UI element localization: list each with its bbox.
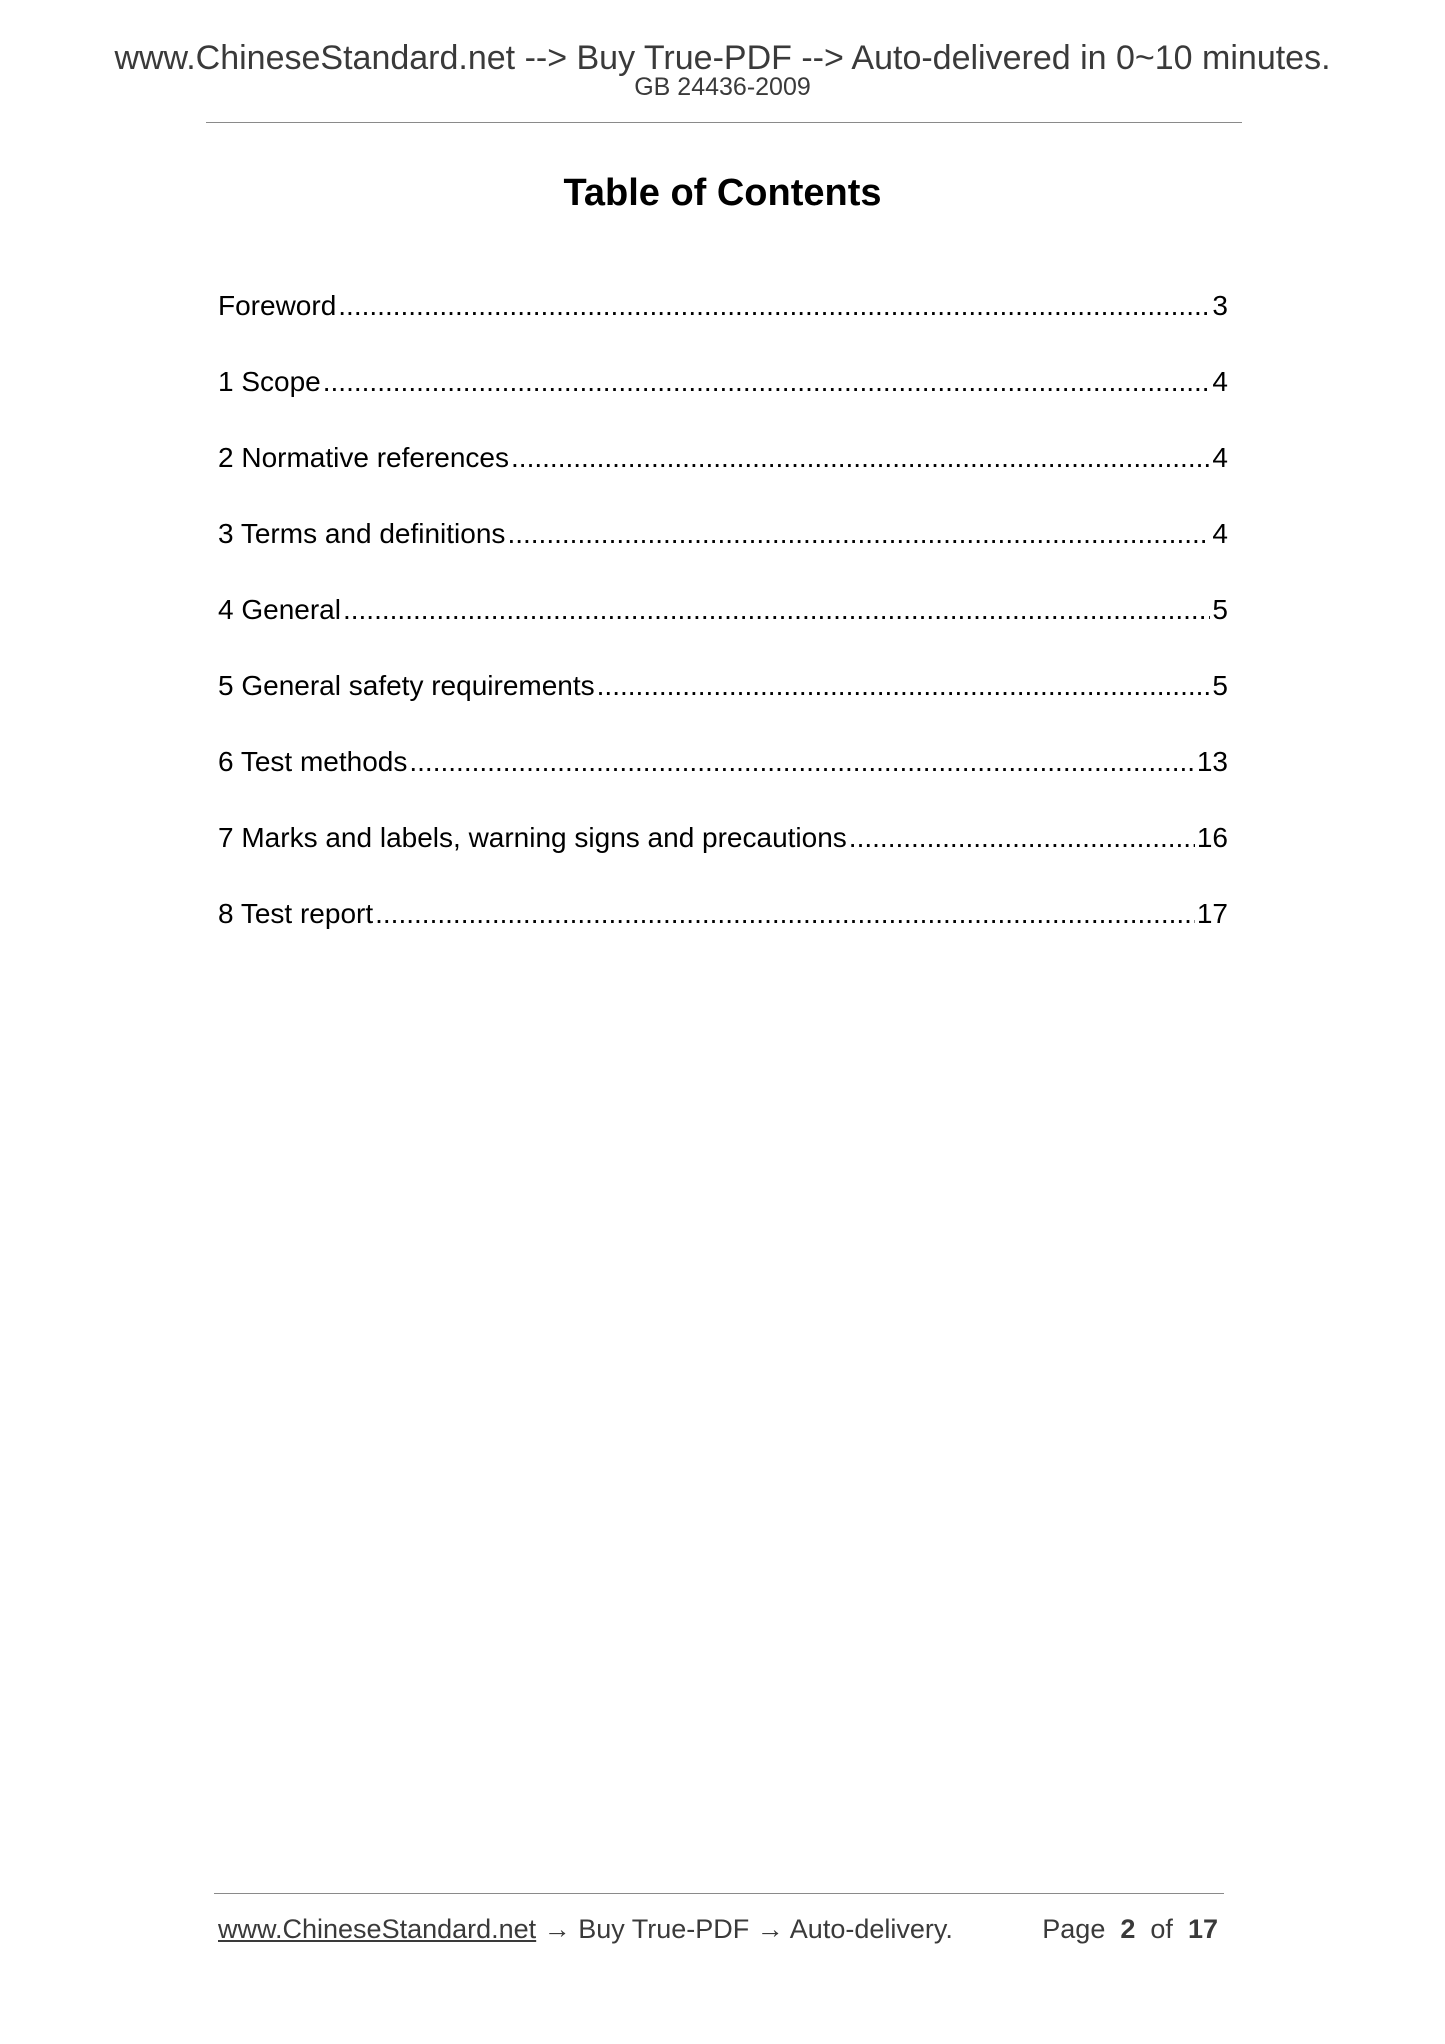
toc-entry-page: 3 xyxy=(1212,290,1228,321)
toc-entry-page: 5 xyxy=(1212,594,1228,625)
header-divider xyxy=(206,122,1242,123)
toc-dot-leader xyxy=(323,364,1211,400)
page-label: Page xyxy=(1042,1914,1106,1944)
toc-entry-page: 5 xyxy=(1212,670,1228,701)
toc-dot-leader xyxy=(511,440,1210,476)
header-banner: www.ChineseStandard.net --> Buy True-PDF --> Auto-delivered in 0~10 minutes. xyxy=(114,39,1331,77)
footer-delivery-text: Auto-delivery. xyxy=(789,1914,953,1944)
page-indicator xyxy=(1042,1912,1218,1946)
toc-entry-page: 4 xyxy=(1212,518,1228,549)
toc-entry-marks-and-labels[interactable] xyxy=(218,820,1228,896)
toc-list xyxy=(218,288,1228,972)
toc-entry-page: 16 xyxy=(1196,822,1228,853)
toc-entry-test-methods[interactable] xyxy=(218,744,1228,820)
toc-entry-terms-and-definitions[interactable] xyxy=(218,516,1228,592)
toc-dot-leader xyxy=(375,896,1195,932)
page-total: 17 xyxy=(1187,1914,1218,1944)
toc-entry-label: 1 Scope xyxy=(218,366,321,397)
toc-dot-leader xyxy=(597,668,1211,704)
toc-dot-leader xyxy=(343,592,1210,628)
toc-entry-foreword[interactable] xyxy=(218,288,1228,364)
document-code: GB 24436-2009 xyxy=(634,73,811,101)
toc-entry-page: 4 xyxy=(1212,366,1228,397)
footer-site-link[interactable]: www.ChineseStandard.net xyxy=(218,1914,537,1944)
arrow-right-icon: → xyxy=(543,1914,571,1944)
page-current: 2 xyxy=(1120,1914,1136,1944)
toc-entry-page: 17 xyxy=(1196,898,1228,929)
toc-entry-label: 2 Normative references xyxy=(218,442,510,473)
toc-entry-label: Foreword xyxy=(218,290,337,321)
toc-entry-general[interactable] xyxy=(218,592,1228,668)
toc-entry-page: 4 xyxy=(1212,442,1228,473)
toc-dot-leader xyxy=(507,516,1210,552)
toc-entry-normative-references[interactable] xyxy=(218,440,1228,516)
footer-buy-text: Buy True-PDF xyxy=(578,1914,750,1944)
toc-entry-label: 5 General safety requirements xyxy=(218,670,595,701)
toc-entry-label: 4 General xyxy=(218,594,341,625)
toc-dot-leader xyxy=(849,820,1195,856)
footer-promo xyxy=(218,1912,953,1946)
toc-dot-leader xyxy=(338,288,1210,324)
toc-entry-scope[interactable] xyxy=(218,364,1228,440)
toc-entry-page: 13 xyxy=(1196,746,1228,777)
footer-divider xyxy=(214,1893,1224,1894)
toc-entry-general-safety-requirements[interactable] xyxy=(218,668,1228,744)
toc-entry-test-report[interactable] xyxy=(218,896,1228,972)
toc-title: Table of Contents xyxy=(563,172,882,214)
toc-entry-label: 3 Terms and definitions xyxy=(218,518,506,549)
toc-entry-label: 6 Test methods xyxy=(218,746,408,777)
toc-entry-label: 8 Test report xyxy=(218,898,374,929)
arrow-right-icon: → xyxy=(756,1914,784,1944)
page-of-label: of xyxy=(1150,1914,1173,1944)
toc-dot-leader xyxy=(409,744,1194,780)
toc-entry-label: 7 Marks and labels, warning signs and precautions xyxy=(218,822,847,853)
